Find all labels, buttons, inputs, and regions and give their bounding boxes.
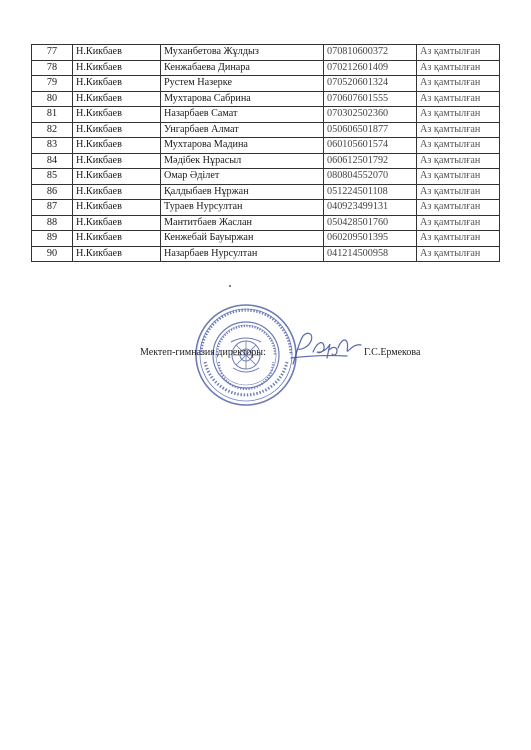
class-teacher-cell: Н.Кикбаев [73, 122, 161, 138]
student-name-cell: Мухтарова Сабрина [161, 91, 324, 107]
class-teacher-cell: Н.Кикбаев [73, 246, 161, 262]
row-number: 89 [32, 231, 73, 247]
student-name-cell: Мантитбаев Жаслан [161, 215, 324, 231]
table-row [32, 45, 500, 61]
id-number-cell: 060209501395 [324, 231, 417, 247]
status-cell: Аз қамтылған [417, 138, 500, 154]
status-cell: Аз қамтылған [417, 231, 500, 247]
class-teacher-cell: Н.Кикбаев [73, 153, 161, 169]
table-row [32, 60, 500, 76]
status-cell: Аз қамтылған [417, 45, 500, 61]
table-row [32, 122, 500, 138]
table-row [32, 169, 500, 185]
id-number-cell: 070212601409 [324, 60, 417, 76]
status-cell: Аз қамтылған [417, 215, 500, 231]
table-row [32, 184, 500, 200]
row-number: 80 [32, 91, 73, 107]
student-name-cell: Назарбаев Самат [161, 107, 324, 123]
class-teacher-cell: Н.Кикбаев [73, 107, 161, 123]
table-row [32, 76, 500, 92]
director-name: Г.С.Ермекова [364, 347, 421, 358]
class-teacher-cell: Н.Кикбаев [73, 91, 161, 107]
class-teacher-cell: Н.Кикбаев [73, 184, 161, 200]
class-teacher-cell: Н.Кикбаев [73, 169, 161, 185]
student-name-cell: Муханбетова Жұлдыз [161, 45, 324, 61]
class-teacher-cell: Н.Кикбаев [73, 60, 161, 76]
class-teacher-cell: Н.Кикбаев [73, 231, 161, 247]
id-number-cell: 050606501877 [324, 122, 417, 138]
status-cell: Аз қамтылған [417, 122, 500, 138]
table-row [32, 91, 500, 107]
row-number: 81 [32, 107, 73, 123]
id-number-cell: 051224501108 [324, 184, 417, 200]
student-name-cell: Назарбаев Нурсултан [161, 246, 324, 262]
table-row [32, 153, 500, 169]
table-row [32, 215, 500, 231]
row-number: 78 [32, 60, 73, 76]
table-row [32, 231, 500, 247]
row-number: 83 [32, 138, 73, 154]
status-cell: Аз қамтылған [417, 76, 500, 92]
status-cell: Аз қамтылған [417, 246, 500, 262]
student-table [31, 44, 500, 262]
status-cell: Аз қамтылған [417, 60, 500, 76]
id-number-cell: 060612501792 [324, 153, 417, 169]
director-title-label: Мектеп-гимназия директоры: [140, 347, 266, 358]
student-name-cell: Мәдібек Нұрасыл [161, 153, 324, 169]
ink-dot [229, 285, 231, 287]
row-number: 87 [32, 200, 73, 216]
id-number-cell: 040923499131 [324, 200, 417, 216]
id-number-cell: 070520601324 [324, 76, 417, 92]
student-name-cell: Тураев Нурсултан [161, 200, 324, 216]
status-cell: Аз қамтылған [417, 91, 500, 107]
id-number-cell: 050428501760 [324, 215, 417, 231]
table-row [32, 138, 500, 154]
id-number-cell: 080804552070 [324, 169, 417, 185]
row-number: 85 [32, 169, 73, 185]
table-row [32, 107, 500, 123]
id-number-cell: 041214500958 [324, 246, 417, 262]
row-number: 84 [32, 153, 73, 169]
table-row [32, 200, 500, 216]
row-number: 86 [32, 184, 73, 200]
row-number: 79 [32, 76, 73, 92]
student-name-cell: Қалдыбаев Нұржан [161, 184, 324, 200]
table-row [32, 246, 500, 262]
row-number: 82 [32, 122, 73, 138]
status-cell: Аз қамтылған [417, 169, 500, 185]
row-number: 90 [32, 246, 73, 262]
status-cell: Аз қамтылған [417, 107, 500, 123]
class-teacher-cell: Н.Кикбаев [73, 200, 161, 216]
status-cell: Аз қамтылған [417, 200, 500, 216]
student-name-cell: Унгарбаев Алмат [161, 122, 324, 138]
id-number-cell: 070810600372 [324, 45, 417, 61]
id-number-cell: 070607601555 [324, 91, 417, 107]
class-teacher-cell: Н.Кикбаев [73, 76, 161, 92]
student-name-cell: Рустем Назерке [161, 76, 324, 92]
status-cell: Аз қамтылған [417, 153, 500, 169]
student-name-cell: Кенжабаева Динара [161, 60, 324, 76]
student-name-cell: Кенжебай Бауыржан [161, 231, 324, 247]
class-teacher-cell: Н.Кикбаев [73, 45, 161, 61]
id-number-cell: 060105601574 [324, 138, 417, 154]
signature-icon [287, 328, 365, 368]
class-teacher-cell: Н.Кикбаев [73, 215, 161, 231]
student-name-cell: Мухтарова Мадина [161, 138, 324, 154]
row-number: 77 [32, 45, 73, 61]
status-cell: Аз қамтылған [417, 184, 500, 200]
table-body [32, 45, 500, 262]
id-number-cell: 070302502360 [324, 107, 417, 123]
student-name-cell: Омар Әділет [161, 169, 324, 185]
row-number: 88 [32, 215, 73, 231]
class-teacher-cell: Н.Кикбаев [73, 138, 161, 154]
